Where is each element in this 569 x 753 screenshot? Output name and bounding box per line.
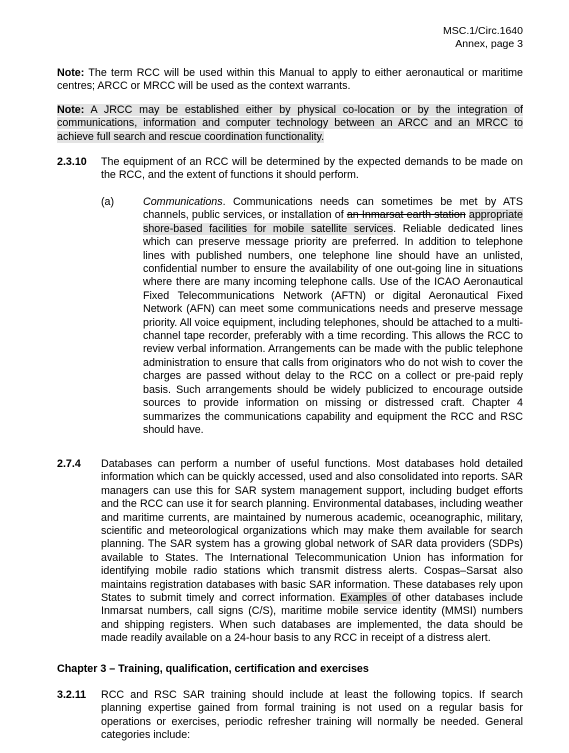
highlighted-note: [57, 104, 523, 143]
paragraph-number: 3.2.11: [57, 689, 87, 701]
note-text: The term RCC will be used within this Manual to apply to either aeronautical or maritime centres; ARCC or MRCC will be used as the context warrants.: [57, 67, 523, 93]
item-label: (a): [101, 196, 115, 208]
paragraph-number: 2.3.10: [57, 156, 87, 168]
paragraph-number: 2.7.4: [57, 458, 81, 470]
item-title: Communications: [143, 196, 223, 208]
note-label: Note:: [57, 104, 85, 116]
page-reference: Annex, page 3: [455, 38, 523, 50]
note-text: A JRCC may be established either by physical co-location or by the integration of communications, information and computer technology between an ARCC and an MRCC to achieve full search and rescue coordination functionality.: [57, 104, 523, 143]
note-rcc-term: [57, 67, 523, 94]
chapter-heading: Chapter 3 – Training, qualification, certification and exercises: [57, 663, 369, 675]
item-a-communications: Communications. Communications needs can sometimes be met by ATS channels, public services, or installation of an Inmarsat earth station appropriate shore-based facilities for mobile satellite services. Reliable dedicated lines which can preserve message priority are preferred. In addition to telephone lines with published numbers, one telephone line should have an unlisted, confidential number to ensure the availability of one out-going line in situations where there are many incoming telephone calls. Use of the ICAO Aeronautical Fixed Telecommunications Network (AFTN) or digital Aeronautical Fixed Network (AFN) can meet some communications needs and preserve message priority. All voice equipment, including telephones, should be attached to a multi-channel tape recorder, preferably with a time recording. This allows the RCC to review verbal information. Arrangements can be made with the public telephone administration to ensure that calls from originators who do not wish to cover the charges are passed without delay to the RCC on a collect or pre-paid reply basis. Such arrangements should be widely publicized to encourage outside sources to provide information on missing or distressed craft. Chapter 4 summarizes the communications capability and equipment the RCC and RSC should have.: [143, 196, 523, 436]
paragraph-2-7-4-text: Databases can perform a number of useful functions. Most databases hold detailed information which can be quickly accessed, used and also consolidated into reports. SAR managers can use this for SAR system management support, including budget efforts and the RCC can use it for search planning. Environmental databases, including weather and maritime currents, are maintained by numerous academic, oceanographic, military, scientific and meteorological organizations which may make them available for search planning. The SAR system has a growing global network of SAR data providers (SDPs) available to States. The International Telecommunication Union has information for identifying mobile radio stations which transmit distress alerts. Cospas–Sarsat also maintains registration databases with basic SAR information. These databases rely upon States to submit timely and correct information. Examples of other databases include Inmarsat numbers, call signs (C/S), maritime mobile service identity (MMSI) numbers and shipping registers. When such databases are implemented, the data should be made readily available on a 24-hour basis to any RCC in receipt of a distress alert.: [101, 458, 523, 645]
deleted-text: an Inmarsat earth station: [346, 209, 466, 222]
paragraph-2-3-10-text: The equipment of an RCC will be determined by the expected demands to be made on the RCC, and the extent of functions it should perform.: [101, 156, 523, 182]
note-jrcc: [57, 104, 523, 144]
note-label: Note:: [57, 67, 85, 79]
inserted-text: appropriate shore-based facilities for mobile satellite services: [143, 209, 523, 235]
document-reference: MSC.1/Circ.1640: [443, 25, 523, 37]
highlighted-text: Examples of: [340, 592, 401, 605]
paragraph-3-2-11-text: RCC and RSC SAR training should include at least the following topics. If search planning expertise gained from formal training is not used on a regular basis for operations or exercises, periodic refresher training will normally be needed. General categories include:: [101, 689, 523, 742]
